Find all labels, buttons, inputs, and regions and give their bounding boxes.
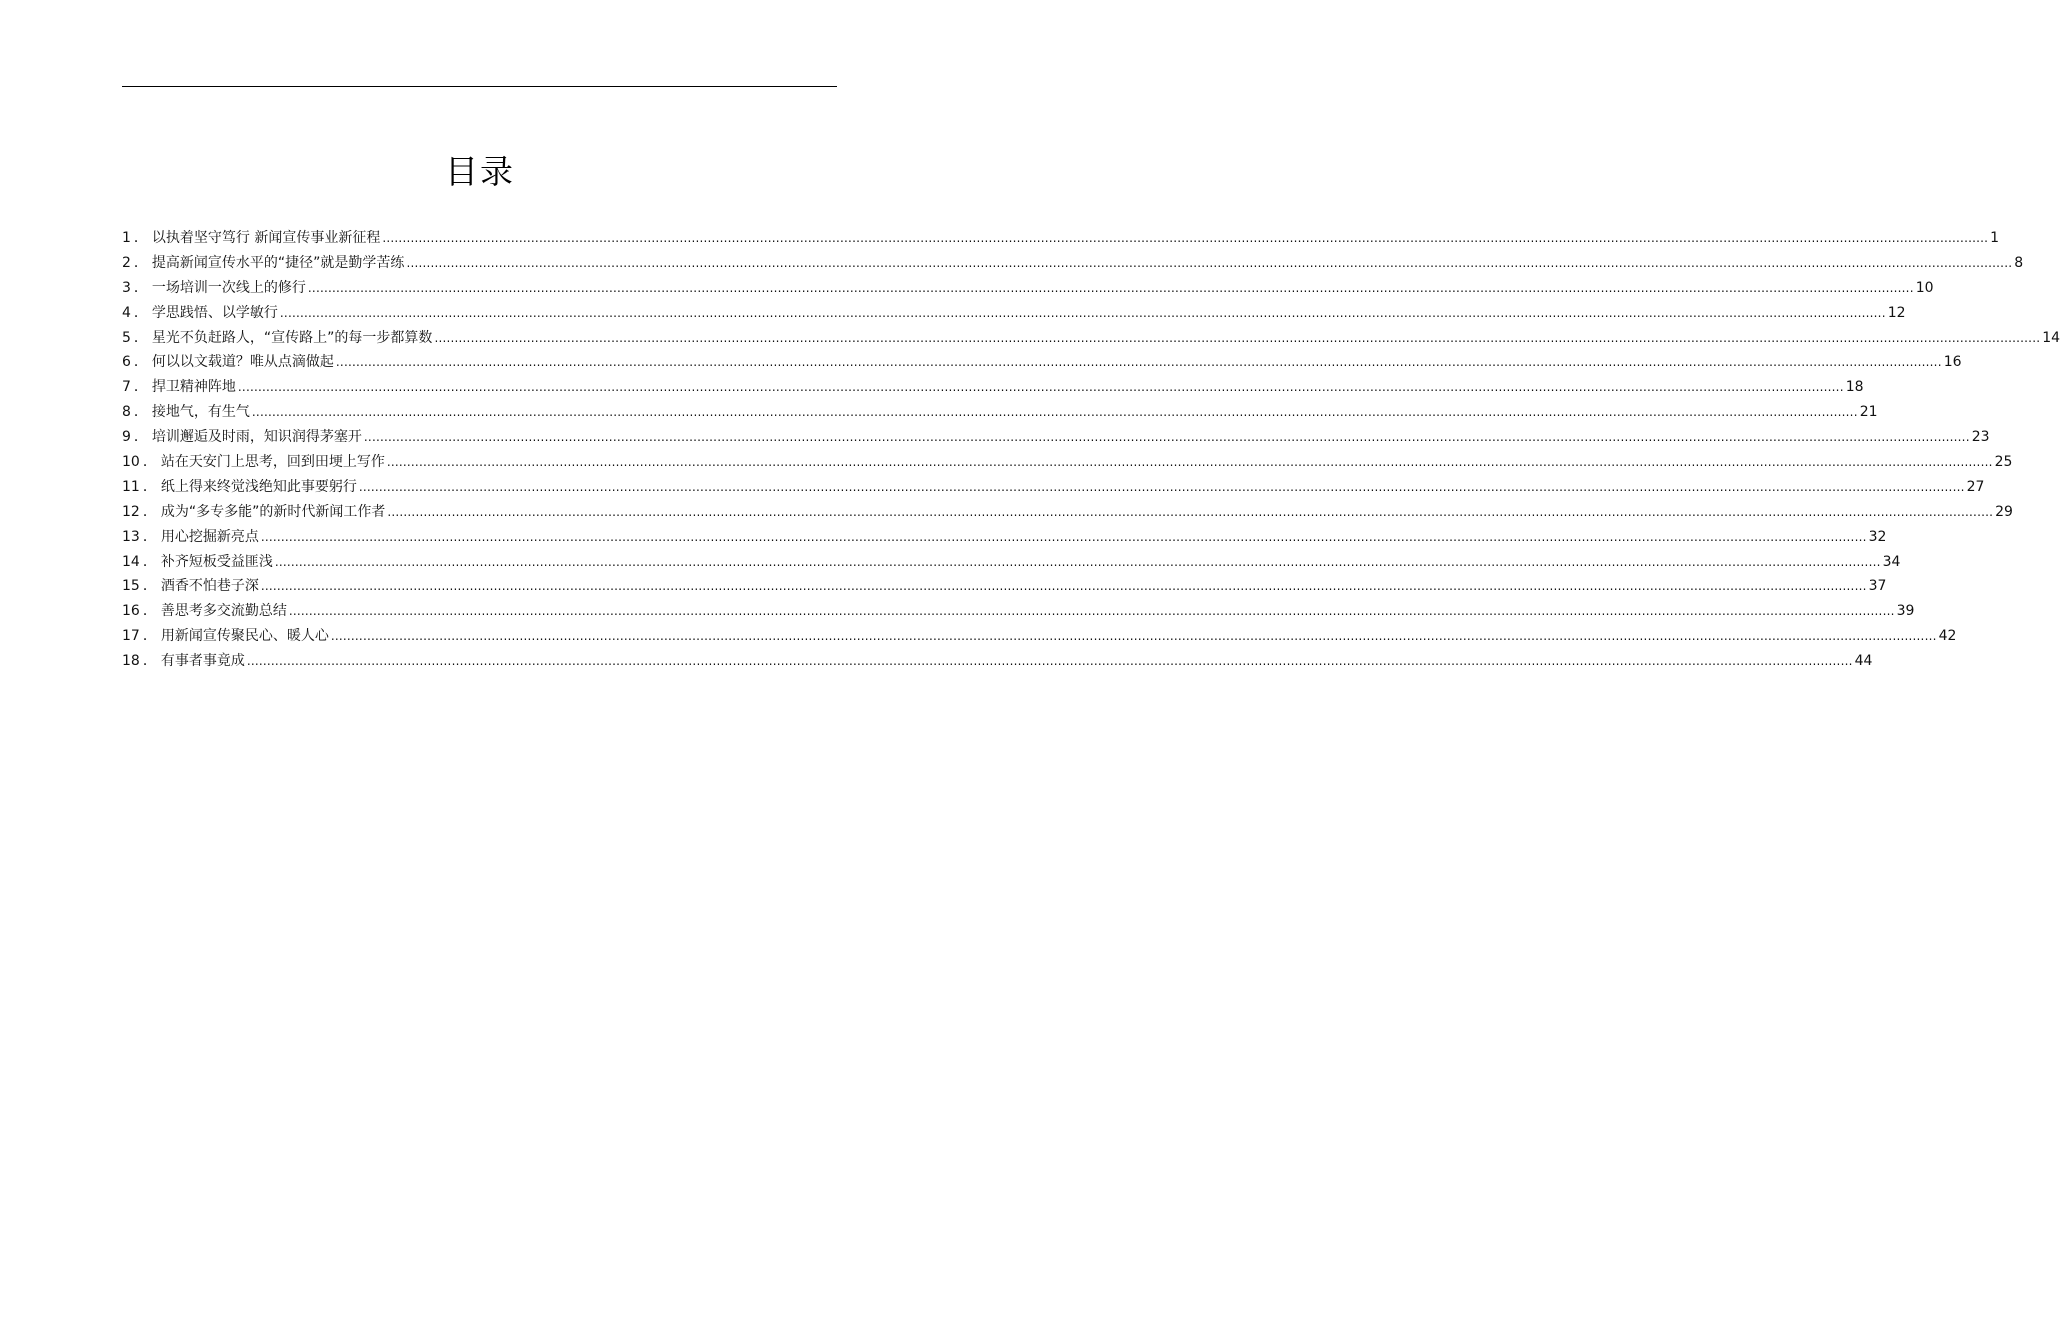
toc-dot-leader: ................................................................................................................................................................................................................................................................................................................................................................................................................ [358, 479, 1965, 494]
toc-entry-title[interactable]: 捍卫精神阵地 [151, 379, 236, 396]
toc-entry-title[interactable]: 接地气，有生气 [151, 404, 250, 421]
toc-entry-page-number[interactable]: 37 [1868, 578, 1887, 595]
toc-entry-separator: ． [133, 429, 148, 446]
toc-dot-leader: ................................................................................................................................................................................................................................................................................................................................................................................................................ [387, 504, 1994, 519]
toc-entry-number: 14 [122, 553, 140, 570]
toc-entry[interactable] [122, 301, 1906, 326]
toc-entry-number: 16 [122, 603, 140, 620]
table-of-contents [122, 226, 2060, 674]
toc-entry-title[interactable]: 何以以文载道？唯从点滴做起 [151, 354, 334, 371]
toc-entry-separator: ． [133, 304, 148, 321]
toc-entry-number: 5 [122, 329, 131, 346]
toc-entry-separator: ． [142, 528, 157, 545]
toc-entry[interactable] [122, 500, 2013, 525]
toc-entry-separator: ． [142, 628, 157, 645]
toc-entry[interactable] [122, 624, 1957, 649]
toc-entry-number: 2 [122, 254, 131, 271]
toc-entry[interactable] [122, 550, 1901, 575]
toc-entry[interactable] [122, 574, 1887, 599]
toc-entry-title[interactable]: 善思考多交流勤总结 [160, 603, 287, 620]
toc-entry-title[interactable]: 用心挖掘新亮点 [160, 528, 259, 545]
toc-dot-leader: ................................................................................................................................................................................................................................................................................................................................................................................................................ [386, 455, 1993, 470]
toc-title: 目录 [445, 152, 515, 191]
toc-entry-page-number[interactable]: 39 [1896, 603, 1915, 620]
toc-entry-separator: ． [133, 404, 148, 421]
toc-entry-number: 1 [122, 230, 131, 246]
toc-entry-separator: ． [133, 329, 148, 346]
toc-dot-leader: ................................................................................................................................................................................................................................................................................................................................................................................................................ [260, 529, 1867, 544]
toc-entry[interactable] [122, 599, 1915, 624]
toc-entry-separator: ． [133, 379, 148, 396]
toc-dot-leader: ................................................................................................................................................................................................................................................................................................................................................................................................................ [246, 654, 1853, 669]
toc-entry[interactable] [122, 276, 1934, 301]
toc-entry-page-number[interactable]: 18 [1845, 379, 1864, 396]
toc-entry-page-number[interactable]: 8 [2014, 254, 2024, 271]
toc-entry-number: 12 [122, 503, 140, 520]
toc-entry[interactable] [122, 649, 1873, 674]
toc-entry-number: 10 [122, 454, 140, 471]
toc-entry[interactable] [122, 425, 1990, 450]
toc-dot-leader: ................................................................................................................................................................................................................................................................................................................................................................................................................ [330, 629, 1937, 644]
toc-entry-separator: ． [142, 653, 157, 670]
toc-entry[interactable] [122, 375, 1864, 400]
toc-entry-separator: ． [142, 503, 157, 520]
toc-entry-number: 18 [122, 653, 140, 670]
toc-entry-title[interactable]: 站在天安门上思考，回到田埂上写作 [160, 454, 385, 471]
toc-entry-title[interactable]: 以执着坚守笃行 新闻宣传事业新征程 [151, 230, 381, 246]
toc-entry-title[interactable]: 纸上得来终觉浅绝知此事要躬行 [160, 478, 357, 495]
toc-entry-page-number[interactable]: 29 [1995, 503, 2013, 520]
toc-entry-number: 8 [122, 404, 131, 421]
toc-entry-page-number[interactable]: 25 [1994, 454, 2013, 471]
toc-dot-leader: ................................................................................................................................................................................................................................................................................................................................................................................................................ [279, 305, 1886, 320]
toc-entry-number: 13 [122, 528, 140, 545]
toc-dot-leader: ................................................................................................................................................................................................................................................................................................................................................................................................................ [237, 380, 1844, 395]
toc-entry[interactable] [122, 475, 1985, 500]
toc-dot-leader: ................................................................................................................................................................................................................................................................................................................................................................................................................ [335, 355, 1942, 370]
toc-dot-leader: ................................................................................................................................................................................................................................................................................................................................................................................................................ [406, 255, 2013, 270]
toc-dot-leader: ................................................................................................................................................................................................................................................................................................................................................................................................................ [363, 430, 1970, 445]
toc-entry-title[interactable]: 星光不负赶路人，“宣传路上”的每一步都算数 [151, 329, 433, 346]
toc-entry-number: 7 [122, 379, 131, 396]
toc-dot-leader: ................................................................................................................................................................................................................................................................................................................................................................................................................ [307, 280, 1914, 295]
toc-entry-page-number[interactable]: 1 [1990, 230, 2000, 246]
toc-entry[interactable] [122, 350, 1962, 375]
toc-entry-page-number[interactable]: 10 [1915, 279, 1934, 296]
toc-entry-separator: ． [142, 578, 157, 595]
toc-entry[interactable] [122, 525, 1887, 550]
toc-entry-page-number[interactable]: 12 [1887, 304, 1906, 321]
toc-dot-leader: ................................................................................................................................................................................................................................................................................................................................................................................................................ [382, 231, 1989, 245]
toc-entry-title[interactable]: 补齐短板受益匪浅 [160, 553, 273, 570]
toc-entry-page-number[interactable]: 16 [1943, 354, 1962, 371]
toc-entry-separator: ． [142, 603, 157, 620]
toc-entry-separator: ． [133, 230, 148, 246]
toc-entry-separator: ． [142, 553, 157, 570]
toc-entry-number: 17 [122, 628, 140, 645]
toc-entry-page-number[interactable]: 21 [1859, 404, 1878, 421]
toc-entry-number: 11 [122, 478, 140, 495]
toc-entry[interactable] [122, 226, 2000, 251]
toc-entry-page-number[interactable]: 14 [2042, 329, 2060, 346]
toc-entry-title[interactable]: 一场培训一次线上的修行 [151, 279, 306, 296]
header-rule [122, 86, 837, 87]
toc-dot-leader: ................................................................................................................................................................................................................................................................................................................................................................................................................ [251, 405, 1858, 420]
toc-entry-title[interactable]: 提高新闻宣传水平的“捷径”就是勤学苦练 [151, 254, 405, 271]
toc-entry-title[interactable]: 酒香不怕巷子深 [160, 578, 259, 595]
toc-entry-title[interactable]: 用新闻宣传聚民心、暖人心 [160, 628, 329, 645]
toc-dot-leader: ................................................................................................................................................................................................................................................................................................................................................................................................................ [260, 579, 1867, 594]
toc-dot-leader: ................................................................................................................................................................................................................................................................................................................................................................................................................ [274, 554, 1881, 569]
toc-entry[interactable] [122, 326, 2060, 351]
toc-entry-title[interactable]: 学思践悟、以学敏行 [151, 304, 278, 321]
toc-entry-number: 4 [122, 304, 131, 321]
toc-entry-separator: ． [142, 454, 157, 471]
toc-entry-page-number[interactable]: 42 [1938, 628, 1957, 645]
toc-entry-separator: ． [142, 478, 157, 495]
toc-entry-page-number[interactable]: 32 [1868, 528, 1887, 545]
toc-entry-number: 3 [122, 279, 131, 296]
toc-entry[interactable] [122, 251, 2024, 276]
toc-entry-separator: ． [133, 279, 148, 296]
toc-entry-title[interactable]: 成为“多专多能”的新时代新闻工作者 [160, 503, 386, 520]
toc-entry-number: 15 [122, 578, 140, 595]
toc-entry-page-number[interactable]: 44 [1854, 653, 1873, 670]
toc-entry-title[interactable]: 培训邂逅及时雨，知识润得茅塞开 [151, 429, 362, 446]
toc-entry-number: 6 [122, 354, 131, 371]
toc-entry-page-number[interactable]: 34 [1882, 553, 1901, 570]
toc-entry-page-number[interactable]: 27 [1966, 478, 1985, 495]
toc-entry[interactable] [122, 400, 1878, 425]
toc-entry[interactable] [122, 450, 2013, 475]
toc-entry-title[interactable]: 有事者事竟成 [160, 653, 245, 670]
toc-entry-number: 9 [122, 429, 131, 446]
toc-entry-separator: ． [133, 254, 148, 271]
toc-dot-leader: ................................................................................................................................................................................................................................................................................................................................................................................................................ [434, 330, 2041, 345]
toc-dot-leader: ................................................................................................................................................................................................................................................................................................................................................................................................................ [288, 604, 1895, 619]
toc-entry-separator: ． [133, 354, 148, 371]
toc-entry-page-number[interactable]: 23 [1971, 429, 1990, 446]
